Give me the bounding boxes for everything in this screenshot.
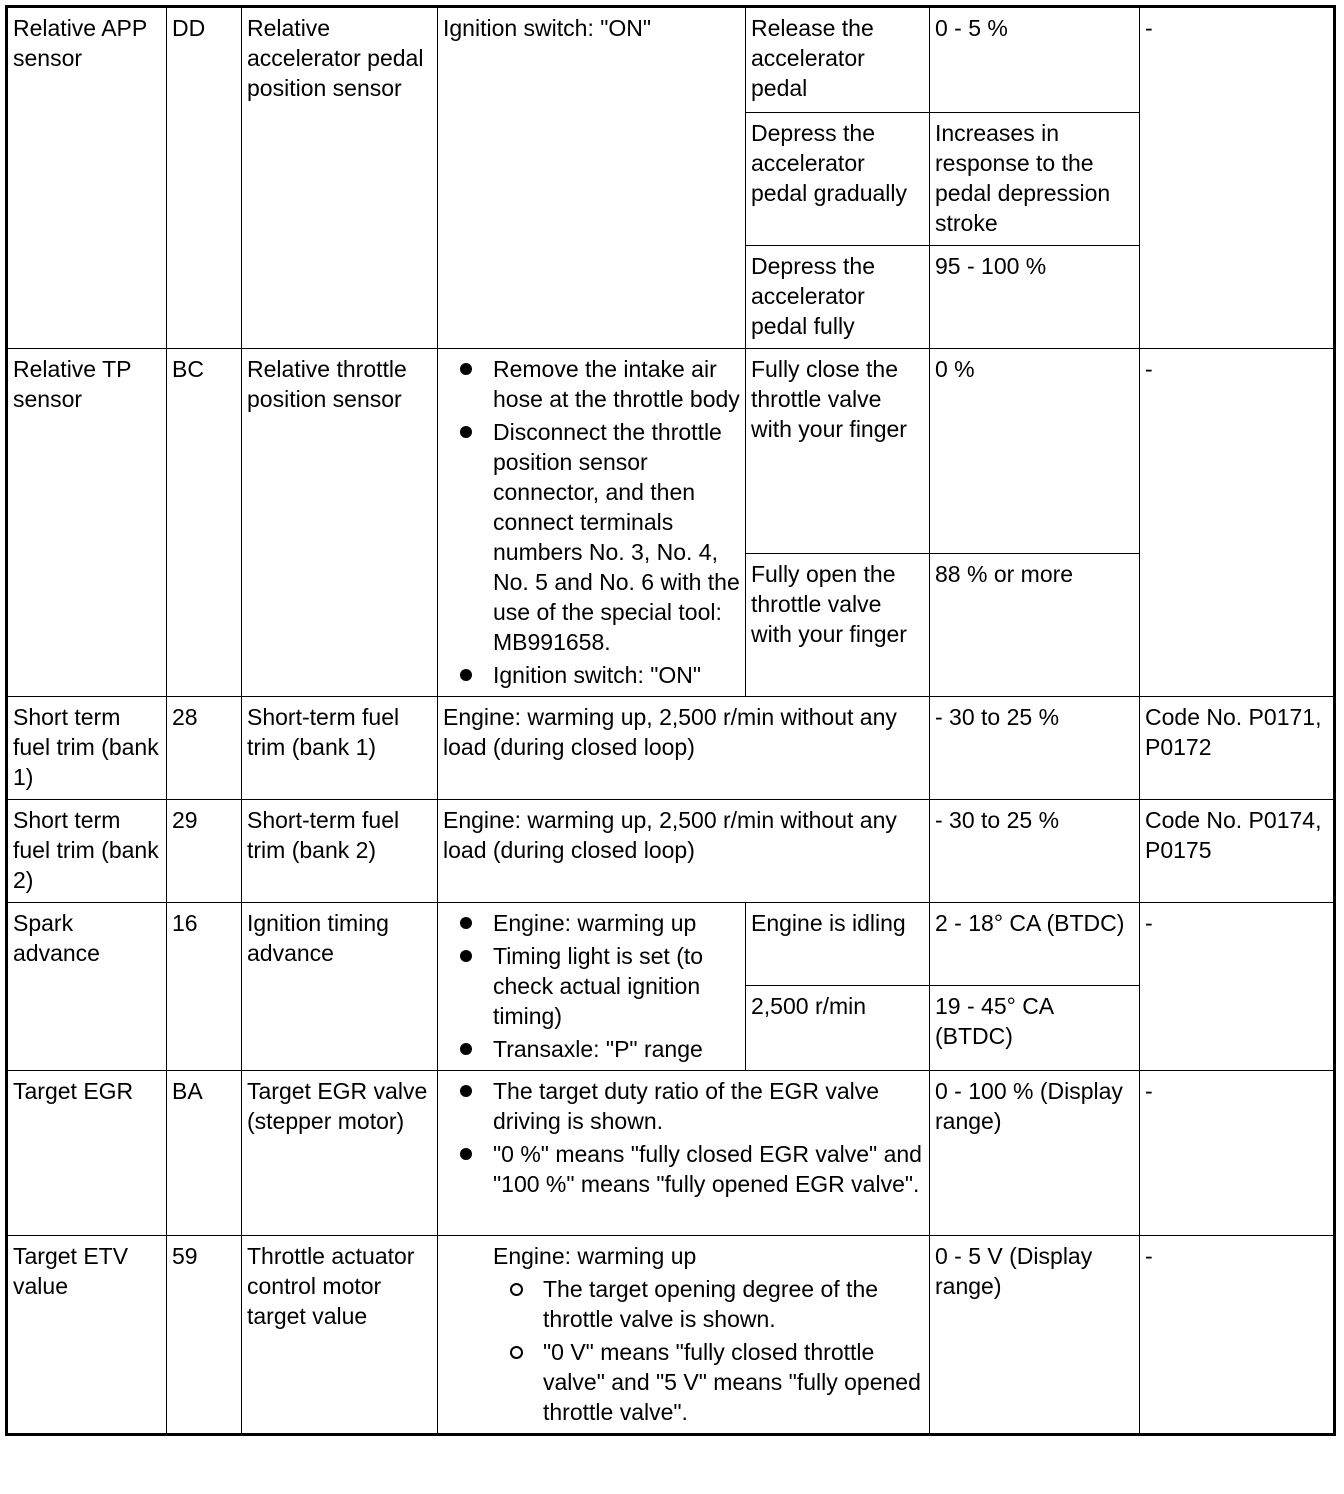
description-cell: Target EGR valve (stepper motor) [242, 1071, 438, 1236]
normal-cell: 2 - 18° CA (BTDC) [930, 903, 1140, 986]
item-cell: Short term fuel trim (bank 1) [7, 697, 167, 800]
condition-cell [438, 349, 746, 697]
normal-cell: 0 - 100 % (Display range) [930, 1071, 1140, 1236]
sub-condition-cell: Release the accelerator pedal [746, 7, 930, 113]
normal-cell: - 30 to 25 % [930, 697, 1140, 800]
sub-condition-cell: Fully open the throttle valve with your finger [746, 554, 930, 697]
mut-cell: 59 [167, 1236, 242, 1435]
normal-cell: 88 % or more [930, 554, 1140, 697]
normal-cell: - 30 to 25 % [930, 800, 1140, 903]
sub-condition-cell: Fully close the throttle valve with your finger [746, 349, 930, 554]
reference-cell: - [1140, 349, 1335, 697]
table-row [7, 697, 1335, 800]
reference-cell: - [1140, 7, 1335, 349]
reference-cell: - [1140, 1071, 1335, 1236]
condition-cell [438, 903, 746, 1071]
subcondition-list [443, 1274, 924, 1427]
description-cell: Short-term fuel trim (bank 2) [242, 800, 438, 903]
list-item: Transaxle: "P" range [493, 1034, 740, 1064]
service-data-table [5, 5, 1336, 1436]
table-row [7, 349, 1335, 554]
condition-list [443, 354, 740, 690]
list-item: The target opening degree of the throttle valve is shown. [543, 1274, 924, 1334]
normal-cell: 95 - 100 % [930, 246, 1140, 349]
condition-list [443, 1076, 924, 1199]
table-row [7, 1236, 1335, 1435]
table-row [7, 903, 1335, 986]
mut-cell: DD [167, 7, 242, 349]
list-item: Disconnect the throttle position sensor connector, and then connect terminals numbers No. 3, No. 4, No. 5 and No. 6 with the use of the special tool: MB991658. [493, 419, 740, 655]
normal-cell: 0 % [930, 349, 1140, 554]
mut-cell: BA [167, 1071, 242, 1236]
list-item: "0 %" means "fully closed EGR valve" and "100 %" means "fully opened EGR valve". [493, 1139, 924, 1199]
condition-list [443, 908, 740, 1064]
item-cell: Short term fuel trim (bank 2) [7, 800, 167, 903]
reference-cell: - [1140, 903, 1335, 1071]
list-item: Remove the intake air hose at the throttle body [493, 356, 740, 412]
condition-cell: Engine: warming up, 2,500 r/min without any load (during closed loop) [438, 697, 930, 800]
reference-cell: Code No. P0174, P0175 [1140, 800, 1335, 903]
mut-cell: 29 [167, 800, 242, 903]
table-row [7, 1071, 1335, 1236]
condition-cell [438, 1236, 930, 1435]
normal-cell: Increases in response to the pedal depression stroke [930, 113, 1140, 246]
description-cell: Relative throttle position sensor [242, 349, 438, 697]
item-cell: Target ETV value [7, 1236, 167, 1435]
sub-condition-cell: Depress the accelerator pedal fully [746, 246, 930, 349]
description-cell: Short-term fuel trim (bank 1) [242, 697, 438, 800]
condition-heading: Engine: warming up [493, 1243, 697, 1269]
list-item: Ignition switch: "ON" [493, 660, 740, 690]
condition-cell: Ignition switch: "ON" [438, 7, 746, 349]
list-item: "0 V" means "fully closed throttle valve" and "5 V" means "fully opened throttle valve". [543, 1337, 924, 1427]
description-cell: Relative accelerator pedal position sensor [242, 7, 438, 349]
table-row [7, 800, 1335, 903]
description-cell: Ignition timing advance [242, 903, 438, 1071]
mut-cell: BC [167, 349, 242, 697]
sub-condition-cell: Engine is idling [746, 903, 930, 986]
condition-cell [438, 1071, 930, 1236]
sub-condition-cell: Depress the accelerator pedal gradually [746, 113, 930, 246]
reference-cell: - [1140, 1236, 1335, 1435]
list-item: Timing light is set (to check actual ignition timing) [493, 941, 740, 1031]
item-cell: Target EGR [7, 1071, 167, 1236]
item-cell: Spark advance [7, 903, 167, 1071]
normal-cell: 19 - 45° CA (BTDC) [930, 986, 1140, 1071]
list-item: Engine: warming up [493, 908, 740, 938]
mut-cell: 28 [167, 697, 242, 800]
mut-cell: 16 [167, 903, 242, 1071]
list-item: The target duty ratio of the EGR valve driving is shown. [493, 1076, 924, 1136]
table-row [7, 7, 1335, 113]
condition-cell: Engine: warming up, 2,500 r/min without any load (during closed loop) [438, 800, 930, 903]
item-cell: Relative TP sensor [7, 349, 167, 697]
spec-table-page [5, 5, 1336, 1436]
normal-cell: 0 - 5 V (Display range) [930, 1236, 1140, 1435]
sub-condition-cell: 2,500 r/min [746, 986, 930, 1071]
item-cell: Relative APP sensor [7, 7, 167, 349]
description-cell: Throttle actuator control motor target value [242, 1236, 438, 1435]
normal-cell: 0 - 5 % [930, 7, 1140, 113]
reference-cell: Code No. P0171, P0172 [1140, 697, 1335, 800]
